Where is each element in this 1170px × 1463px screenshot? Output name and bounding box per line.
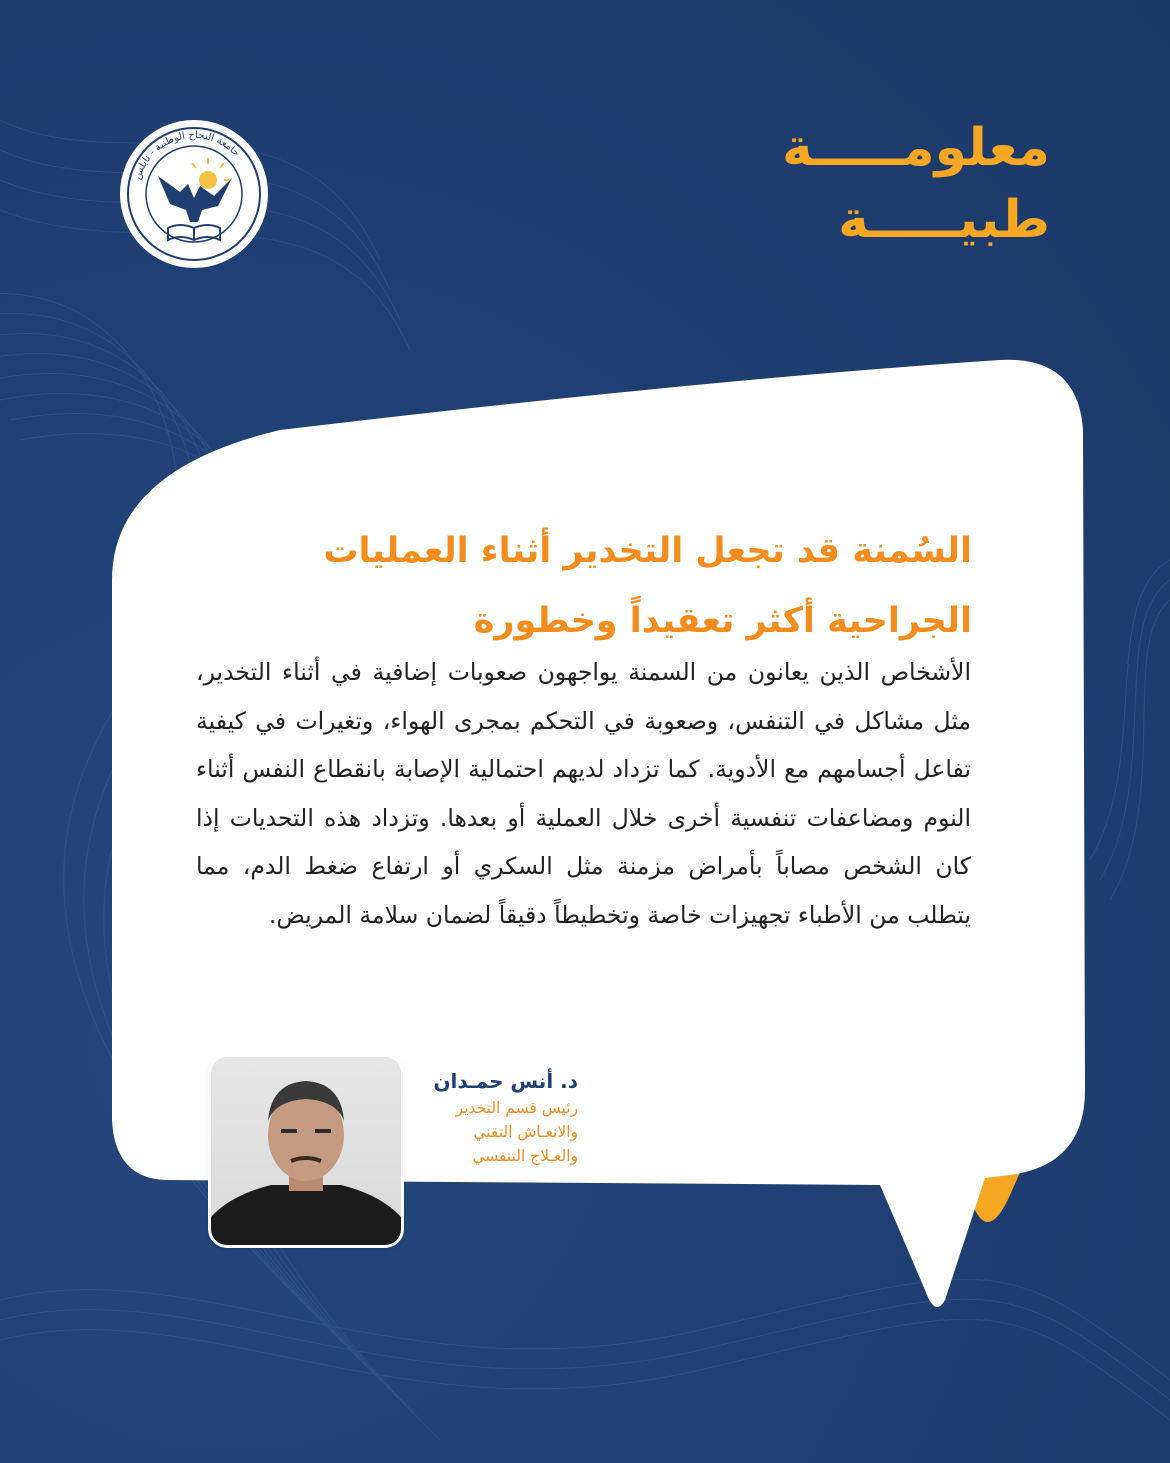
author-role-line2: والانعـاش التقني bbox=[473, 1123, 578, 1141]
author-info bbox=[380, 1066, 578, 1168]
article-title-line2: الجراحية أكثر تعقيداً وخطورة bbox=[473, 601, 972, 641]
author-name: د. أنس حمـدان bbox=[433, 1069, 578, 1093]
article-title-line1: السُمنة قد تجعل التخدير أثناء العمليات bbox=[323, 531, 972, 571]
header-title-line2: طبيـــــة bbox=[838, 190, 1050, 250]
svg-text:جامعة النجاح الوطنية - نابلس: جامعة النجاح الوطنية - نابلس bbox=[131, 129, 242, 182]
article-title bbox=[200, 516, 972, 656]
header-title-line1: معلومـــــة bbox=[782, 118, 1050, 178]
author-role-line3: والعـلاج التنفسي bbox=[472, 1147, 578, 1165]
author-photo bbox=[211, 1057, 401, 1245]
article-body: الأشخاص الذين يعانون من السمنة يواجهون صعوبات إضافية في أثناء التخدير، مثل مشاكل في التنفس، وصعوبة في التحكم بمجرى الهواء، وتغيرات في كيفية تفاعل أجسامهم مع الأدوية. كما تزداد لديهم احتمالية الإصابة بانقطاع النفس أثناء النوم ومضاعفات تنفسية أخرى خلال العملية أو بعدها. وتزداد هذه التحديات إذا كان الشخص مصاباً بأمراض مزمنة مثل السكري أو ارتفاع ضغط الدم، مما يتطلب من الأطباء تجهيزات خاصة وتخطيطاً دقيقاً لضمان سلامة المريض. bbox=[196, 658, 971, 929]
person-avatar-icon bbox=[211, 1057, 401, 1245]
author-role-line1: رئيس قسم التخدير bbox=[455, 1099, 578, 1117]
